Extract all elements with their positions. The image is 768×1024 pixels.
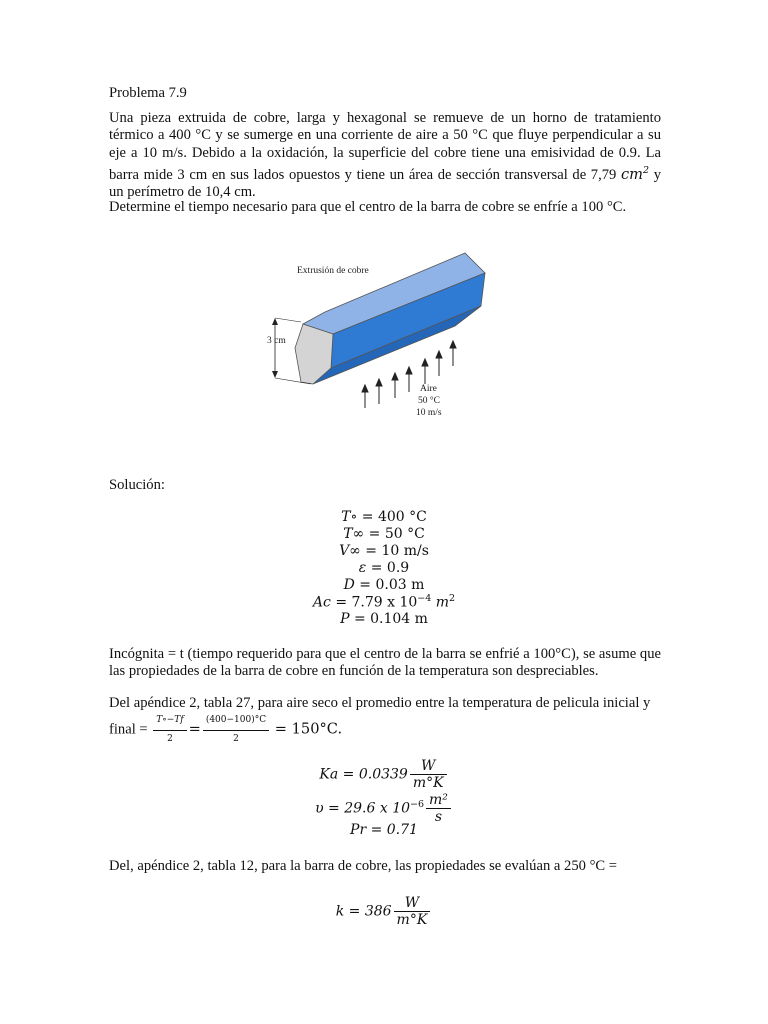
copper-extrusion-figure <box>255 238 515 438</box>
given-vinf: V∞ = 10 m/s <box>339 543 429 559</box>
label-bar: Extrusión de cobre <box>297 266 369 276</box>
film-temp-values: $\frac{(400-100)^\circ C}{2}$ <box>203 712 269 748</box>
problem-statement <box>109 110 661 202</box>
given-area: Ac = 7.79 x $10^{-4}$ $m^2$ <box>312 593 456 611</box>
area-unit: $cm^2$ <box>621 165 650 184</box>
given-diameter: D = 0.03 m <box>343 577 425 593</box>
given-t0: T∘ = 400 °C <box>341 509 427 525</box>
label-air: Aire <box>420 384 437 394</box>
label-dimension: 3 cm <box>267 336 286 346</box>
apendice2-paragraph: Del, apéndice 2, tabla 12, para la barra de cobre, las propiedades se evalúan a 250 °C = <box>109 858 618 874</box>
film-temp-fraction: $\frac{T\circ-Tf}{2}$ <box>153 712 186 748</box>
label-air-speed: 10 m/s <box>416 408 442 418</box>
solution-label: Solución: <box>109 477 165 493</box>
label-air-temp: 50 °C <box>418 396 441 406</box>
air-conductivity: Ka = 0.0339 $\frac{W}{m^\circ K}$ <box>0 758 768 791</box>
statement-text: Una pieza extruida de cobre, larga y hexagonal se remueve de un horno de tratamiento térmico a 400 °C y se sumerge en una corriente de aire a 50 °C que fluye perpendicular a su eje a 10 m/s. Debido a la oxidación, la superficie del cobre tiene una emisividad de 0.9. La barra mide 3 cm en sus lados opuestos y tiene un área de sección transversal de 7,79 <box>109 110 661 184</box>
copper-conductivity: k = 386 $\frac{W}{m^\circ K}$ <box>0 895 768 928</box>
air-prandtl: Pr = 0.71 <box>350 822 418 838</box>
incognita-paragraph: Incógnita = t (tiempo requerido para que el centro de la barra se enfrié a 100°C), se asume que las propiedades de la barra de cobre en función de la temperatura son despreciables. <box>109 646 661 680</box>
dimension-arrow-up <box>272 318 278 325</box>
hexagonal-bar-diagram <box>255 238 515 438</box>
given-emissivity: ε = 0.9 <box>358 560 410 576</box>
statement-end: y un perímetro de 10,4 cm. <box>109 167 661 201</box>
apendice1-paragraph: Del apéndice 2, tabla 27, para aire seco el promedio entre la temperatura de pelicula inicial y final = $\frac{T\circ-Tf}{2}$ = $\frac{(400-100)^\circ C}{2}$ = 150°C. <box>109 695 661 748</box>
given-perimeter: P = 0.104 m <box>340 611 428 627</box>
air-viscosity: υ = 29.6 x $10^{-6}$ $\frac{\text{m²}}{s}$ <box>0 792 768 825</box>
problem-question: Determine el tiempo necesario para que el centro de la barra de cobre se enfríe a 100 °C. <box>109 199 627 215</box>
problem-title: Problema 7.9 <box>109 85 187 101</box>
given-tinf: T∞ = 50 °C <box>343 526 425 542</box>
dimension-arrow-down <box>272 371 278 378</box>
